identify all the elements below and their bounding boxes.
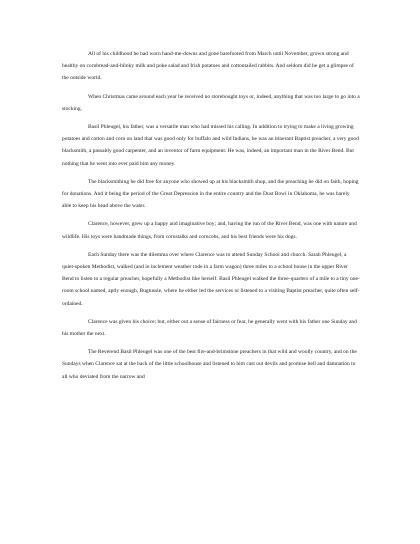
paragraph-christmas: When Christmas came around each year he received no storebought toys or, indeed, anything that was too large to go into a stocking. (62, 93, 360, 112)
document-page (62, 48, 360, 389)
paragraph-blacksmithing: The blacksmithing he did free for anyone who showed up at his blacksmith shop, and the preaching he did on faith, hoping for donations. And it being the period of the Great Depression in the entire country and the Dust Bowl in Oklahoma, he was barely able to keep his head above the water. (62, 178, 359, 210)
paragraph-clarence-boyhood: Clarence, however, grew up a happy and imaginative boy; and, having the run of the River Bend, was one with nature and wildlife. His toys were handmade things, from cornstalks and corncobs, and his best friends were his dogs. (62, 221, 357, 240)
paragraph-reverend-basil: The Reverend Basil Phleugel was one of the best fire-and-brimstone preachers in that wild and woolly country, and on the Sundays when Clarence sat at the back of the little schoolhouse and listened to him cast out devils and promise hell and damnation to all who deviated from the narrow and (62, 349, 357, 380)
paragraph-childhood: All of his childhood he had worn hand-me-downs and gone barefooted from March until November, grown strong and healthy on cornbread-and-blinky milk and poke salad and Irish potatoes and cottontailed rabbits. And seldom did he get a glimpse of the outside world. (62, 51, 354, 82)
paragraph-sunday-dilemma: Each Sunday there was the dilemma over where Clarence was to attend Sunday School and church. Sarah Phleugel, a quiet-spoken Methodist, walked (and in inclement weather rode in a farm wagon) three miles to a school house in the upper River Bend to listen to a regular preacher, hopefully a Methodist like herself. Basil Phleugel walked the three-quarters of a mile to a tiny one-room school named, aptly enough, Bugtussle, where he either led the services or listened to a visiting Baptist preacher, quite often self-ordained. (62, 251, 360, 307)
paragraph-basil-phleugel: Basil Phleugel, his father, was a versatile man who had missed his calling. In addition to trying to make a living growing potatoes and cotton and corn on land that was good only for buffalo and wild Indians, he was an itinerant Baptist preacher, a very good blacksmith, a passably good carpenter, and an inventor of farm equipment. He was, indeed, an important man in the River Bend. But nothing that he went into ever paid him any money. (62, 124, 359, 167)
paragraph-clarence-choice: Clarence was given his choice; but, either out a sense of fairness or fear, he generally went with his father one Sunday and his mother the next. (62, 318, 357, 338)
